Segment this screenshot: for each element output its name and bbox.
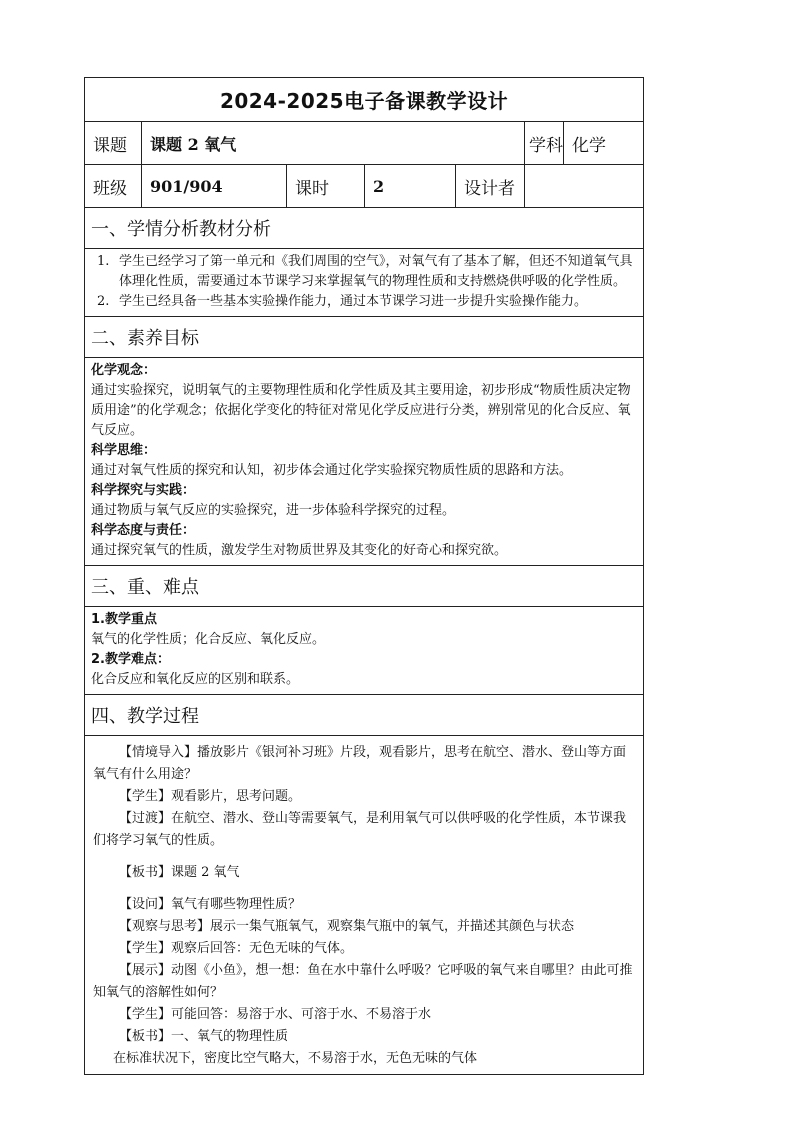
goal-subheading: 化学观念：: [91, 363, 157, 378]
key-point-subheading: 1.教学重点: [91, 612, 157, 627]
topic-value: 课题 2 氧气: [142, 122, 525, 165]
process-paragraph: 【展示】动图《小鱼》，想一想：鱼在水中靠什么呼吸？它呼吸的氧气来自哪里？由此可推知氧气的溶解性如何？: [93, 963, 633, 1000]
goal-subheading: 科学态度与责任：: [91, 523, 196, 538]
section-body-analysis: [85, 249, 644, 317]
process-paragraph: 【学生】观察后回答：无色无味的气体。: [119, 941, 354, 956]
goal-text: 通过探究氧气的性质，激发学生对物质世界及其变化的好奇心和探究欲。: [91, 543, 508, 558]
process-paragraph: 【板书】课题 2 氧气: [119, 865, 240, 880]
key-point-text: 化合反应和氧化反应的区别和联系。: [91, 672, 300, 687]
subject-label: 学科: [525, 122, 564, 165]
section-heading-key-points: 三、重、难点: [85, 566, 644, 607]
period-value: 2: [365, 165, 456, 208]
key-point-text: 氧气的化学性质；化合反应、氧化反应。: [91, 632, 326, 647]
process-paragraph: 【设问】氧气有哪些物理性质？: [119, 897, 302, 912]
lesson-plan-table: [84, 77, 644, 1075]
designer-value: [525, 165, 644, 208]
process-paragraph: 【观察与思考】展示一集气瓶氧气，观察集气瓶中的氧气，并描述其颜色与状态: [119, 919, 575, 934]
list-number: 1.: [97, 254, 110, 269]
list-number: 2.: [97, 294, 110, 309]
section-body-goals: [85, 358, 644, 566]
process-paragraph: 在标准状况下，密度比空气略大，不易溶于水，无色无味的气体: [113, 1051, 478, 1066]
goal-text: 通过物质与氧气反应的实验探究，进一步体验科学探究的过程。: [91, 503, 456, 518]
lesson-plan-document: [84, 77, 643, 1075]
goal-text: 通过对氧气性质的探究和认知，初步体会通过化学实验探究物质性质的思路和方法。: [91, 463, 573, 478]
class-label: 班级: [85, 165, 142, 208]
list-item: [91, 292, 637, 312]
key-point-subheading: 2.教学难点：: [91, 652, 170, 667]
process-paragraph: 【过渡】在航空、潜水、登山等需要氧气，是利用氧气可以供呼吸的化学性质，本节课我们将学习氧气的性质。: [93, 811, 627, 848]
document-title: 2024-2025电子备课教学设计: [85, 78, 644, 122]
list-item: [91, 252, 637, 292]
goal-subheading: 科学思维：: [91, 443, 157, 458]
class-value: 901/904: [142, 165, 287, 208]
section-body-process: [85, 736, 644, 1075]
process-paragraph: 【板书】一、氧气的物理性质: [119, 1029, 289, 1044]
designer-label: 设计者: [456, 165, 525, 208]
topic-label: 课题: [85, 122, 142, 165]
list-text: 学生已经学习了第一单元和《我们周围的空气》，对氧气有了基本了解，但还不知道氧气具体理化性质，需要通过本节课学习来掌握氧气的物理性质和支持燃烧供呼吸的化学性质。: [119, 254, 633, 289]
section-heading-process: 四、教学过程: [85, 695, 644, 736]
section-body-key-points: [85, 607, 644, 695]
section-heading-analysis: 一、学情分析教材分析: [85, 208, 644, 249]
goal-text: 通过实验探究，说明氧气的主要物理性质和化学性质及其主要用途，初步形成“物质性质决定物质用途”的化学观念；依据化学变化的特征对常见化学反应进行分类，辨别常见的化合反应、氧气反应。: [91, 383, 631, 438]
subject-value: 化学: [564, 122, 644, 165]
process-paragraph: 【学生】可能回答：易溶于水、可溶于水、不易溶于水: [119, 1007, 432, 1022]
goal-subheading: 科学探究与实践：: [91, 483, 196, 498]
list-text: 学生已经具备一些基本实验操作能力，通过本节课学习进一步提升实验操作能力。: [119, 294, 588, 309]
section-heading-goals: 二、素养目标: [85, 317, 644, 358]
period-label: 课时: [287, 165, 365, 208]
process-paragraph: 【情境导入】播放影片《银河补习班》片段，观看影片，思考在航空、潜水、登山等方面氧气有什么用途？: [93, 745, 627, 782]
process-paragraph: 【学生】观看影片，思考问题。: [119, 789, 302, 804]
